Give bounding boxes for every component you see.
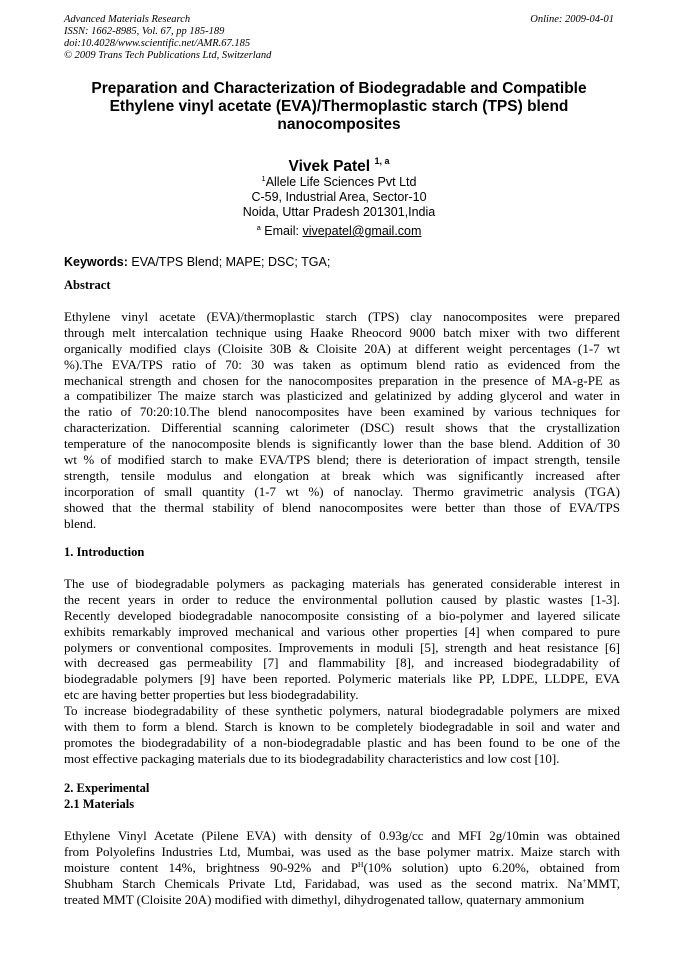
text-line: through melt intercalation technique using Haake Rheocord 9000 batch mixer with two different: [64, 324, 620, 340]
text-segment: (10% solution) upto 6.20%, obtained from: [363, 859, 620, 875]
author-sup: 1, a: [374, 156, 390, 166]
text-line: blend.: [64, 515, 97, 531]
text-line: exhibits remarkably improved mechanical and various other properties [4] when compared to pure: [64, 623, 620, 639]
text-line: temperature of the nanocomposite blends is significantly lower than the base blend. Addition of 30: [64, 436, 620, 452]
text-line: treated MMT (Cloisite 20A) modified with dimethyl, dihydrogenated tallow, quaternary ammonium: [64, 891, 585, 907]
text-line: from Polyolefins Industries Ltd, Mumbai, was used as the base polymer matrix. Maize starch with: [64, 843, 620, 859]
introduction-paragraph: [64, 576, 620, 767]
text-line: the ratio of 70:20:10.The blend nanocomposites have been examined by various techniques for: [64, 404, 620, 420]
affiliation: [0, 171, 678, 239]
materials-paragraph: [64, 828, 620, 907]
text-line: organically modified clays (Cloisite 30B & Cloisite 20A) at different weight percentages (1-7 wt: [64, 340, 620, 356]
text-line: incorporation of small quantity (1-7 wt %) of nanoclay. Thermo gravimetric analysis (TGA): [64, 483, 620, 499]
text-line: [64, 860, 620, 876]
title-line: Ethylene vinyl acetate (EVA)/Thermoplastic starch (TPS) blend: [109, 98, 569, 115]
text-line: strength, tensile modulus and elongation at break which was significantly increased after: [64, 467, 620, 483]
text-line: polymers or conventional composites. Improvements in moduli [5], strength and heat resistance [6]: [64, 639, 620, 655]
affil-address2: Noida, Uttar Pradesh 201301,India: [242, 205, 436, 219]
text-line: promotes the biodegradability of a non-biodegradable plastic and has been found to be one of the: [64, 734, 620, 750]
issn: ISSN: 1662-8985, Vol. 67, pp 185-189: [64, 26, 225, 37]
text-segment: moisture content 14%, brightness 90-92% and P: [64, 859, 359, 875]
text-line: Recently developed biodegradable nanocomposite consisting of a bio-polymer and layered silicate: [64, 607, 620, 623]
title-line: Preparation and Characterization of Biodegradable and Compatible: [91, 80, 587, 97]
text-line: %).The EVA/TPS ratio of 70: 30 was taken as optimum blend ratio as evidenced from the: [64, 356, 620, 372]
text-line: biodegradable polymers [9] have been reported. Polymeric materials like PP, LDPE, LLDPE, EVA: [64, 671, 620, 687]
text-segment: Shubham Starch Chemicals Private Ltd, Faridabad, was used as the second matrix. Na: [64, 875, 583, 891]
keywords-label: Keywords:: [64, 255, 128, 269]
online-date: Online: 2009-04-01: [530, 14, 614, 25]
text-line: Ethylene vinyl acetate (EVA)/thermoplastic starch (TPS) clay nanocomposites were prepared: [64, 309, 620, 324]
copyright: © 2009 Trans Tech Publications Ltd, Switzerland: [64, 50, 272, 61]
journal-name: Advanced Materials Research: [64, 14, 191, 25]
text-line: showed that the thermal stability of blend nanocomposites were better than those of EVA/TPS: [64, 499, 620, 515]
superscript: +: [582, 875, 587, 885]
experimental-heading: 2. Experimental: [64, 781, 150, 795]
abstract-paragraph: [64, 309, 620, 531]
introduction-heading: 1. Introduction: [64, 545, 145, 559]
journal-header: [64, 14, 271, 62]
doi: doi:10.4028/www.scientific.net/AMR.67.185: [64, 38, 251, 49]
text-line: with decreased gas permeability [7] and flammability [8], and increased biodegradability of: [64, 655, 620, 671]
keywords: [64, 255, 330, 270]
text-line: wt % of modified starch to make EVA/TPS blend; there is deterioration of impact strength, tensile: [64, 452, 620, 468]
text-line: characterization. Differential scanning calorimeter (DSC) result shows that the crystallization: [64, 420, 620, 436]
text-line: The use of biodegradable polymers as packaging materials has generated considerable interest in: [64, 576, 620, 591]
affil-sup: 1: [261, 174, 266, 183]
text-line: a compatibilizer The maize starch was plasticized and gelatinized by adding glycerol and water in: [64, 388, 620, 404]
author-name: Vivek Patel: [288, 158, 371, 175]
email-sup: a: [256, 223, 261, 232]
affil-address1: C-59, Industrial Area, Sector-10: [251, 190, 427, 204]
title-line: nanocomposites: [277, 116, 401, 133]
paper-title: [40, 80, 638, 134]
superscript: H: [358, 859, 364, 869]
keywords-value: EVA/TPS Blend; MAPE; DSC; TGA;: [127, 255, 331, 269]
text-line: To increase biodegradability of these synthetic polymers, natural biodegradable polymers are mixed: [64, 703, 620, 719]
text-line: [64, 876, 620, 892]
text-line: most effective packaging materials due to its biodegradability characteristics and low cost [10].: [64, 750, 560, 766]
email-link[interactable]: vivepatel@gmail.com: [302, 224, 422, 238]
abstract-heading: Abstract: [64, 278, 111, 292]
text-line: with them to form a blend. Starch is known to be completely biodegradable in soil and water and: [64, 719, 620, 735]
text-segment: MMT,: [586, 875, 620, 891]
email-label: Email:: [264, 224, 303, 238]
text-line: etc are having better properties but less biodegradability.: [64, 687, 359, 703]
affil-org: Allele Life Sciences Pvt Ltd: [265, 175, 417, 189]
text-line: Ethylene Vinyl Acetate (Pilene EVA) with density of 0.93g/cc and MFI 2g/10min was obtained: [64, 828, 620, 843]
text-line: the recent years in order to reduce the environmental pollution caused by plastic wastes [1-3].: [64, 591, 620, 607]
text-line: mechanical strength and chosen for the nanocomposites preparation in the presence of MA-g-PE as: [64, 372, 620, 388]
materials-heading: 2.1 Materials: [64, 797, 135, 811]
